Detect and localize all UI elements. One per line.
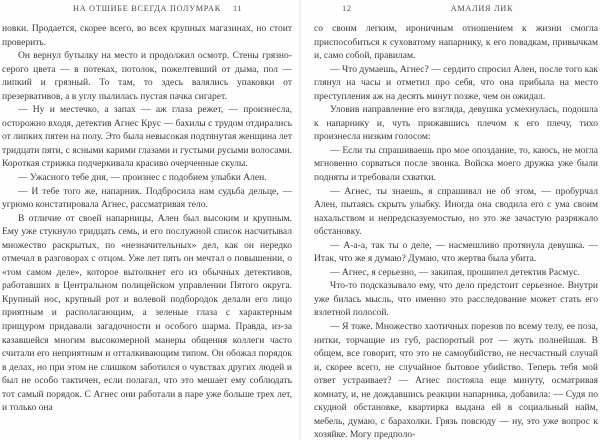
page-gutter-divider <box>299 0 301 440</box>
paragraph: — Я тоже. Множество хаотичных порезов по всему телу, ее поза, нитки, торчащие из губ, распоротый рот — жуть полнейшая. В общем, все говорит, что это не самоубийство, не несчастный случай и, скорее всего, не случайное бытовое убийство. Теперь тебя мой ответ устраивает? — Агнес постояла еще минуту, осматривая комнату, и, не дождавшись реакции напарника, добавила: — Судя по скудной обстановке, квартирка выдана ей в социальный найм, мебель, думаю, с барахолки. Грязь повсюду — ну, это уже вопрос к хозяйке. Могу предполо- <box>314 321 598 440</box>
left-page-title: НА ОТШИБЕ ВСЕГДА ПОЛУМРАК <box>73 4 221 13</box>
right-page <box>300 0 600 440</box>
paragraph: — Ну и местечко, а запах — аж глаза режет, — произнесла, осторожно входя, детектив Агнес Крус — бахилы с трудом отдирались от липких пятен на полу. Это была невысокая подтянутая женщина лет тридцати пяти, с ясными карими глазами и густыми русыми волосами. Короткая стрижка подчеркивала красиво очерченные скулы. <box>2 104 292 170</box>
paragraph: — Агнес, я серьезно, — закипая, прошипел детектив Расмус. <box>330 266 580 278</box>
paragraph: В отличие от своей напарницы, Ален был высоким и крупным. Ему уже стукнуло тридцать семь, и его послужной список насчитывал множество раскрытых, по «незначительных» дел, как он нередко отмечал в разговорах с отцом. Уже лет пять он мечтал о повышении, о «том самом деле», которое вытолкнет его из обычных детективов, работавших в Центральном полицейском управлении Пятого округа. Крупный нос, крупный рот и волевой подбородок делали его лицо приятным и располагающим, а зеленые глаза с характерным прищуром придавали загадочности и особого шарма. Правда, из-за казавшейся многим высокомерной манеры общения коллеги часто считали его неприятным и отталкивающим типом. Он обожал порядок в делах, но при этом не слишком заботился о чувствах других людей и был не особо тактичен, если полагал, что это мешает ему соблюдать тот самый порядок. С Агнес они работали в паре уже больше трех лет, и только она <box>2 212 292 414</box>
paragraph: — И тебе того же, напарник. Подбросила нам судьба дельце, — угрюмо констатировала Агнес, рассматривая тело. <box>2 185 292 211</box>
left-page-folio: 11 <box>232 3 242 13</box>
paragraph: Что-то подсказывало ему, что дело предстоит серьезное. Внутри уже билась мысль, что именно это расследование может стать его взлетной полосой. <box>314 280 598 319</box>
paragraph: — А-а-а, так ты о деле, — насмешливо протянула девушка. — Итак, что же я думаю? Думаю, что жертва была убита. <box>314 239 598 265</box>
paragraph: — Что думаешь, Агнес? — сердито спросил Ален, после того как глянул на часы и отметил про себя, что она прибыла на место преступления аж на десять минут позже, чем он ожидал. <box>314 63 598 102</box>
right-page-folio: 12 <box>342 3 352 13</box>
paragraph: — Ужасного тебе дня, — произнес с подобием улыбки Ален. <box>18 172 267 184</box>
paragraph: со своим легким, ироничным отношением к жизни смогла приспособиться к суховатому напарнику, к его повадкам, привычкам и, само собой, правилам. <box>314 23 598 62</box>
paragraph: — Агнес, ты знаешь, я спрашивал не об этом, — пробурчал Ален, пытаясь скрыть улыбку. Иногда она сводила его с ума своим нахальством и непредсказуемостью, но это же зачастую разряжало обстановку. <box>314 185 598 238</box>
right-page-title: АМАЛИЯ ЛИК <box>450 4 514 13</box>
right-page-body <box>314 22 598 440</box>
paragraph: новки. Продается, скорее всего, во всех крупных магазинах, но стоит проверить. <box>2 23 292 48</box>
left-page-body <box>2 22 292 415</box>
paragraph: Он вернул бутылку на место и продолжил осмотр. Стены грязно-серого цвета — в потеках, потолок, пожелтевший от дыма, пол — липкий и грязный. То там, то здесь валялись упаковки от презервативов, а в углу пылилась пустая пачка сигарет. <box>2 50 292 102</box>
left-page-running-head <box>2 0 292 17</box>
right-page-running-head <box>314 0 598 17</box>
paragraph: — Если ты спрашиваешь про мое опоздание, то, каюсь, не могла мгновенно сорваться после звонка. Войска моего дружка уже были подняты и требовали схватки. <box>314 144 598 184</box>
paragraph: Уловив направление его взгляда, девушка усмехнулась, подошла к напарнику и, чуть прижавшись плечом к его плечу, тихо произнесла низким голосом: <box>314 104 598 143</box>
